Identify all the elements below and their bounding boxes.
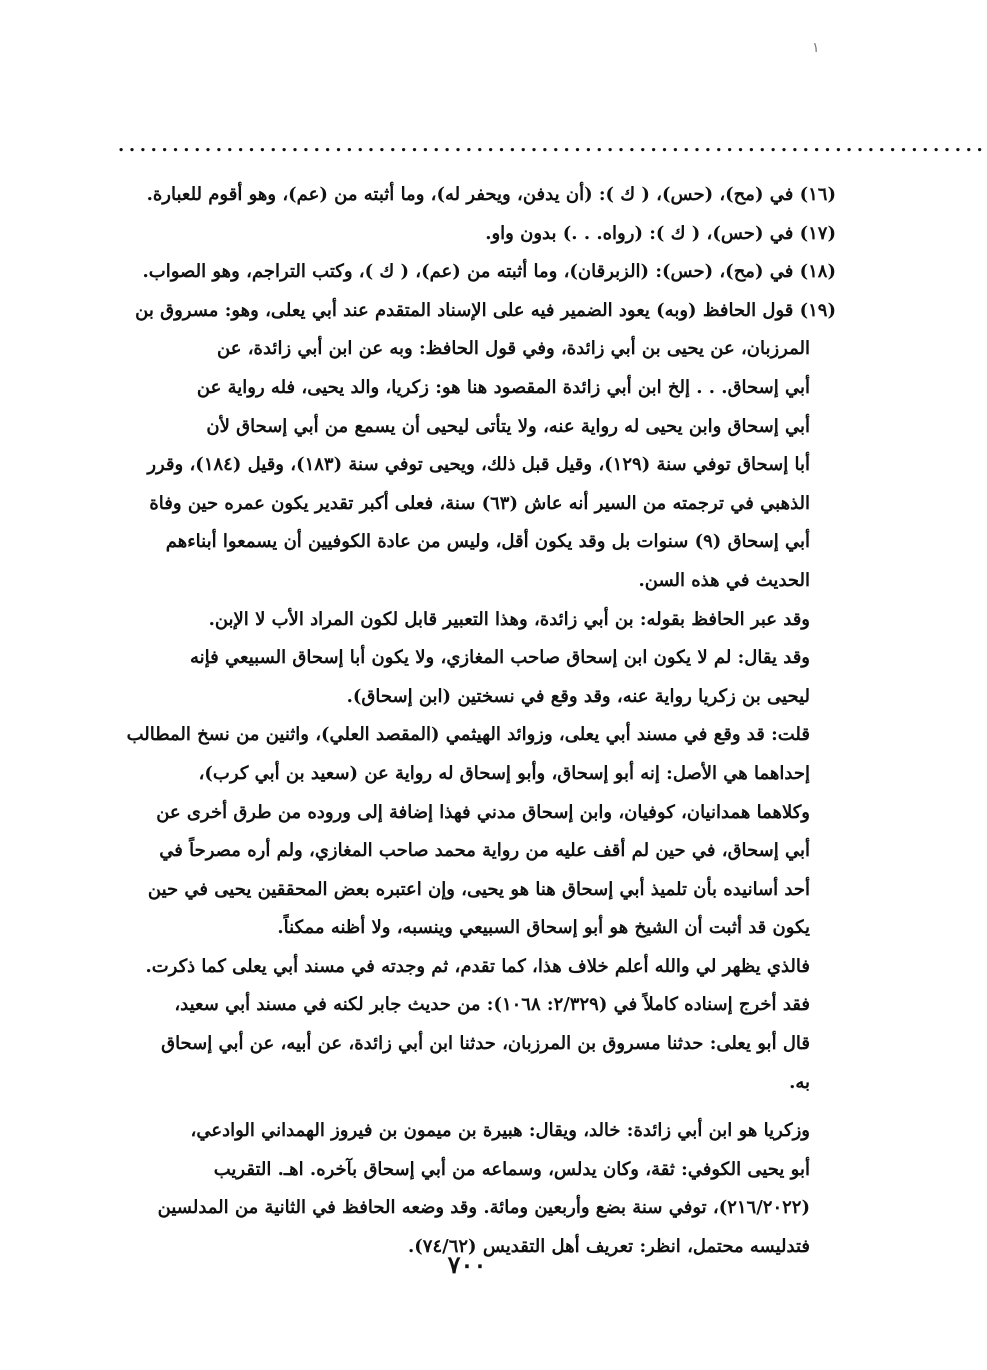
footnote-19-line: أبا إسحاق توفي سنة (١٢٩)، وقيل قبل ذلك، ويحيى توفي سنة (١٨٣)، وقيل (١٨٤)، وقرر — [147, 454, 810, 476]
footnote-19-line: أبي إسحاق وابن يحيى له رواية عنه، ولا يتأتى ليحيى أن يسمع من أبي إسحاق لأن — [206, 415, 810, 437]
paragraph-spacer — [104, 1102, 836, 1112]
paragraph-akhraj — [104, 986, 836, 1102]
footnote-19-line: الحديث في هذه السن. — [638, 569, 810, 591]
paragraph-line: وكلاهما همدانيان، كوفيان، وابن إسحاق مدني فهذا إضافة إلى وروده من طرق أخرى عن — [156, 801, 810, 823]
footnote-19 — [104, 292, 836, 601]
footnote-16: (١٦) في (مح)، (حس)، ( ك ): (أن يدفن، ويحفر له)، وما أثبته من (عم)، وهو أقوم للعبارة. — [146, 184, 836, 205]
paragraph-line: قال أبو يعلى: حدثنا مسروق بن المرزبان، حدثنا ابن أبي زائدة، عن أبيه، عن أبي إسحاق — [161, 1033, 810, 1055]
paragraph-falladhi: فالذي يظهر لي والله أعلم خلاف هذا، كما تقدم، ثم وجدته في مسند أبي يعلى كما ذكرت. — [145, 955, 810, 977]
paragraph-line: وقد يقال: لم لا يكون ابن إسحاق صاحب المغازي، ولا يكون أبا إسحاق السبيعي فإنه — [190, 647, 810, 669]
footnote-19-line: (١٩) قول الحافظ (وبه) يعود الضمير فيه على الإسناد المتقدم عند أبي يعلى، وهو: مسروق بن — [135, 299, 836, 321]
paragraph-abar: وقد عبر الحافظ بقوله: بن أبي زائدة، وهذا التعبير قابل لكون المراد الأب لا الإبن. — [208, 608, 810, 630]
paragraph-line: وزكريا هو ابن أبي زائدة: خالد، ويقال: هبيرة بن ميمون بن فيروز الهمداني الوادعي، — [190, 1120, 810, 1142]
paragraph-zakariya — [104, 1112, 836, 1266]
paragraph-line: به. — [789, 1071, 810, 1093]
paragraph-line: أبي إسحاق، في حين لم أقف عليه من رواية محمد صاحب المغازي، ولم أره مصرحاً في — [159, 840, 810, 862]
paragraph-line: قلت: قد وقع في مسند أبي يعلى، وزوائد الهيثمي (المقصد العلي)، واثنين من نسخ المطالب — [126, 724, 810, 746]
page-number: ٧٠٠ — [447, 1250, 487, 1279]
paragraph-line: إحداهما هي الأصل: إنه أبو إسحاق، وأبو إسحاق له رواية عن (سعيد بن أبي كرب)، — [198, 762, 810, 784]
paragraph-line: يكون قد أثبت أن الشيخ هو أبو إسحاق السبيعي وينسبه، ولا أظنه ممكناً. — [277, 917, 810, 939]
footnote-separator: ․․․․․․․․․․․․․․․․․․․․․․․․․․․․․․․․․․․․․․․․․․․․․․․․․․․․․․․․․․․․․․․․․․․․․․․․․․․․․․․․ — [118, 135, 987, 156]
paragraph-line: فتدليسه محتمل، انظر: تعريف أهل التقديس (٧٤/٦٢). — [408, 1236, 810, 1258]
footnote-19-line: الذهبي في ترجمته من السير أنه عاش (٦٣) سنة، فعلى أكبر تقدير يكون عمره حين وفاة — [149, 492, 810, 514]
page-corner-mark: ١ — [812, 40, 820, 56]
paragraph-line: (٢١٦/٢٠٢٢)، توفي سنة بضع وأربعين ومائة. وقد وضعه الحافظ في الثانية من المدلسين — [157, 1197, 810, 1219]
paragraph-line: ليحيى بن زكريا رواية عنه، وقد وقع في نسختين (ابن إسحاق). — [346, 685, 810, 707]
footnote-17: (١٧) في (حس)، ( ك ): (رواه. . .) بدون واو. — [485, 222, 836, 244]
footnote-19-line: المرزبان، عن يحيى بن أبي زائدة، وفي قول الحافظ: وبه عن ابن أبي زائدة، عن — [217, 338, 810, 360]
paragraph-yuqal — [104, 639, 836, 716]
footnote-19-line: أبي إسحاق (٩) سنوات بل وقد يكون أقل، وليس من عادة الكوفيين أن يسمعوا أبناءهم — [165, 531, 810, 553]
footnote-19-line: أبي إسحاق. . . إلخ ابن أبي زائدة المقصود هنا هو: زكريا، والد يحيى، فله رواية عن — [196, 376, 810, 398]
paragraph-line: أبو يحيى الكوفي: ثقة، وكان يدلس، وسماعه من أبي إسحاق بآخره. اهـ. التقريب — [213, 1158, 810, 1180]
footnote-18: (١٨) في (مح)، (حس): (الزبرقان)، وما أثبته من (عم)، ( ك )، وكتب التراجم، وهو الصواب. — [142, 261, 836, 283]
footnotes-section — [104, 176, 836, 1267]
paragraph-qultu — [104, 716, 836, 948]
paragraph-line: أحد أسانيده بأن تلميذ أبي إسحاق هنا هو يحيى، وإن اعتبره بعض المحققين يحيى في حين — [147, 878, 810, 900]
paragraph-line: فقد أخرج إسناده كاملاً في (٢/٣٢٩: ١٠٦٨): من حديث جابر لكنه في مسند أبي سعيد، — [174, 994, 810, 1016]
